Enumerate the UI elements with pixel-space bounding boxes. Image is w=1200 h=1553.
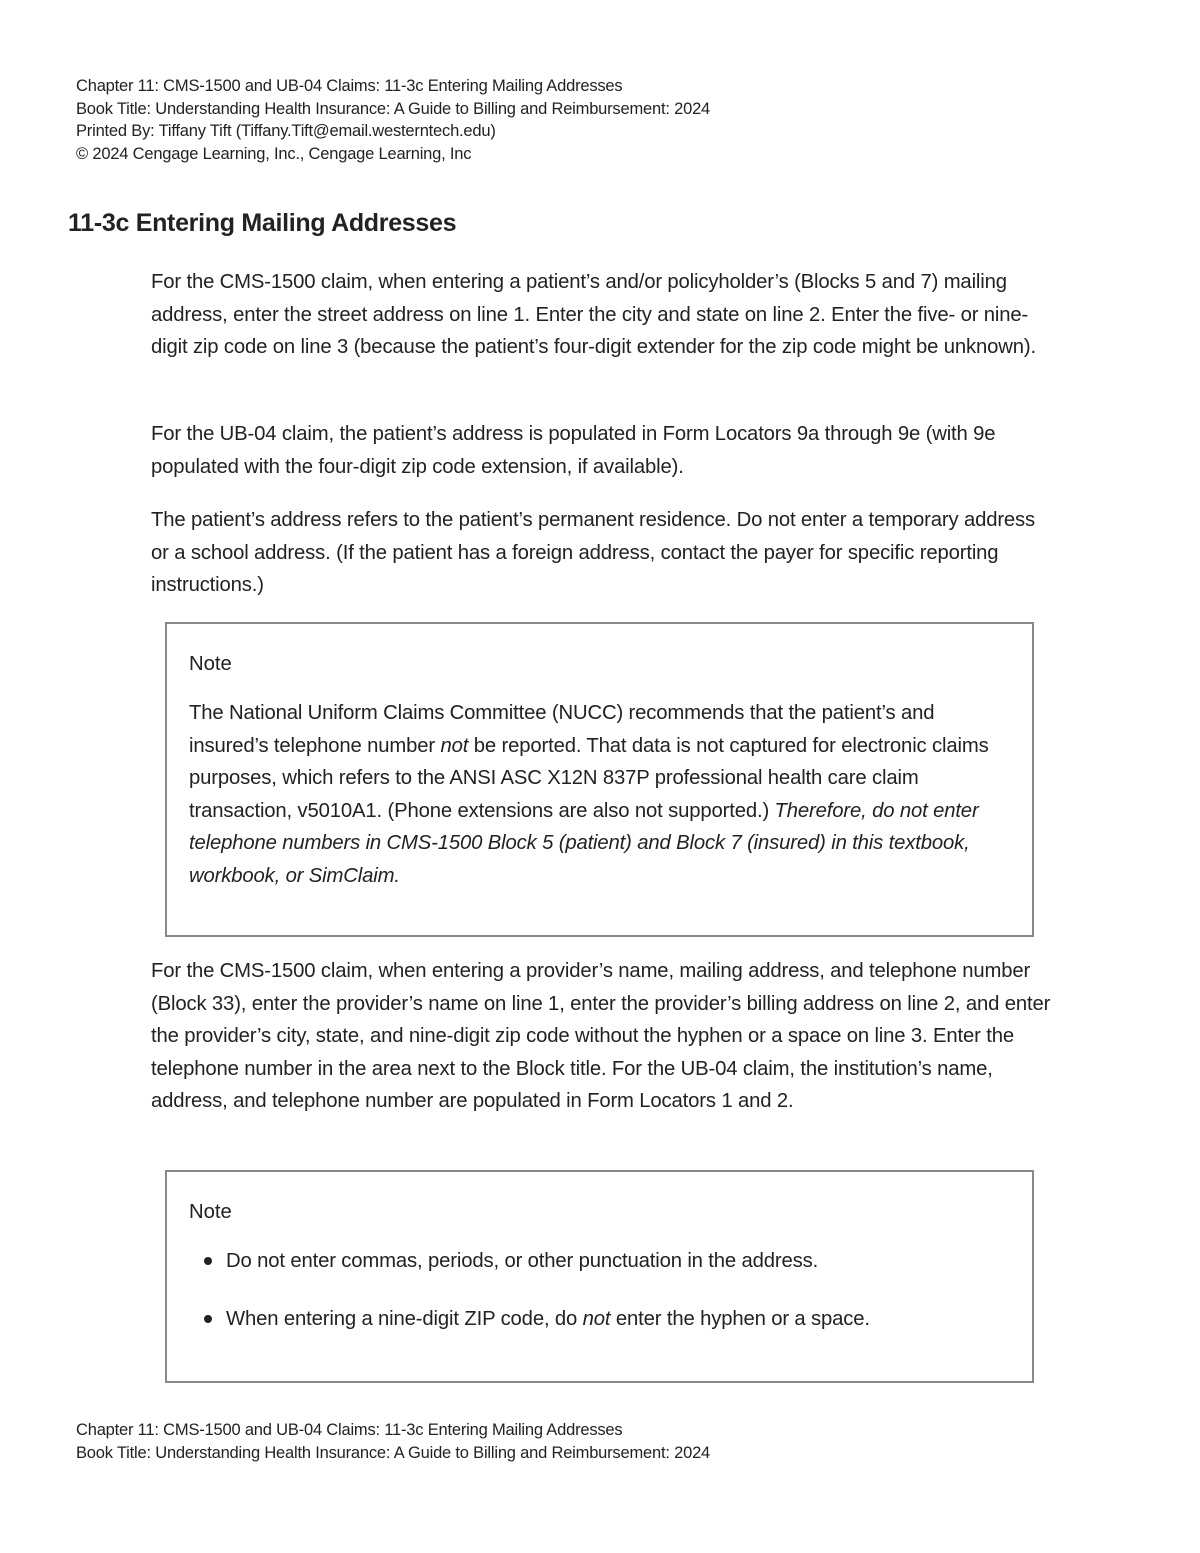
- header-book-title: Book Title: Understanding Health Insurance: A Guide to Billing and Reimbursement: 2024: [76, 99, 711, 118]
- print-header: [76, 75, 710, 166]
- note-box-telephone: [165, 622, 1034, 937]
- header-printed-by: Printed By: Tiffany Tift (Tiffany.Tift@email.westerntech.edu): [76, 122, 496, 141]
- paragraph-permanent-residence: The patient’s address refers to the patient’s permanent residence. Do not enter a temporary address or a school address. (If the patient has a foreign address, contact the payer for specific reporting instructions.): [151, 509, 1036, 596]
- footer-chapter: Chapter 11: CMS-1500 and UB-04 Claims: 11-3c Entering Mailing Addresses: [76, 1421, 623, 1439]
- bullet-icon: [204, 1315, 212, 1323]
- note-text-b: be reported. That data is not captured for electronic claims purposes, which refers to the ANSI ASC X12N 837P professional health care claim transaction, v5010A1. (Phone extensions are also not supported.): [189, 734, 989, 822]
- note-bullet-list: [189, 1246, 1019, 1334]
- note-body: [189, 697, 1019, 892]
- note-label: Note: [189, 1201, 232, 1223]
- paragraph-ub04-patient-address: For the UB-04 claim, the patient’s address is populated in Form Locators 9a through 9e (with 9e populated with the four-digit zip code extension, if available).: [151, 423, 996, 478]
- note-label: Note: [189, 653, 232, 675]
- note-text-a: The National Uniform Claims Committee (NUCC) recommends that the patient’s and insured’s telephone number: [189, 702, 935, 757]
- paragraph-cms1500-patient-address: For the CMS-1500 claim, when entering a patient’s and/or policyholder’s (Blocks 5 and 7) mailing address, enter the street address on line 1. Enter the city and state on line 2. Enter the five- or nine-digit zip code on line 3 (because the patient’s four-digit extender for the zip code might be unknown).: [151, 271, 1036, 358]
- list-item-text: Do not enter commas, periods, or other punctuation in the address.: [226, 1250, 819, 1272]
- list-item-text-b: enter the hyphen or a space.: [610, 1308, 870, 1330]
- paragraph-provider-address: For the CMS-1500 claim, when entering a provider’s name, mailing address, and telephone number (Block 33), enter the provider’s name on line 1, enter the provider’s billing address on line 2, and enter the provider’s city, state, and nine-digit zip code without the hyphen or a space on line 3. Enter the telephone number in the area next to the Block title. For the UB-04 claim, the institution’s name, address, and telephone number are populated in Form Locators 1 and 2.: [151, 960, 1051, 1112]
- list-item: [189, 1304, 1019, 1334]
- list-item: [189, 1246, 1019, 1276]
- footer-book-title: Book Title: Understanding Health Insurance: A Guide to Billing and Reimbursement: 2024: [76, 1443, 711, 1462]
- list-item-emphasis-not: not: [582, 1308, 611, 1330]
- section-title: 11-3c Entering Mailing Addresses: [68, 209, 457, 237]
- note-box-punctuation: [165, 1170, 1034, 1383]
- list-item-text-a: When entering a nine-digit ZIP code, do: [226, 1308, 583, 1330]
- note-italic-instruction: Therefore, do not enter telephone numbers in CMS-1500 Block 5 (patient) and Block 7 (insured) in this textbook, workbook, or SimClaim.: [189, 799, 979, 887]
- header-copyright: © 2024 Cengage Learning, Inc., Cengage Learning, Inc: [76, 145, 472, 164]
- bullet-icon: [204, 1257, 212, 1265]
- note-emphasis-not: not: [440, 734, 469, 757]
- header-chapter: Chapter 11: CMS-1500 and UB-04 Claims: 11-3c Entering Mailing Addresses: [76, 77, 623, 95]
- print-footer: [76, 1419, 710, 1464]
